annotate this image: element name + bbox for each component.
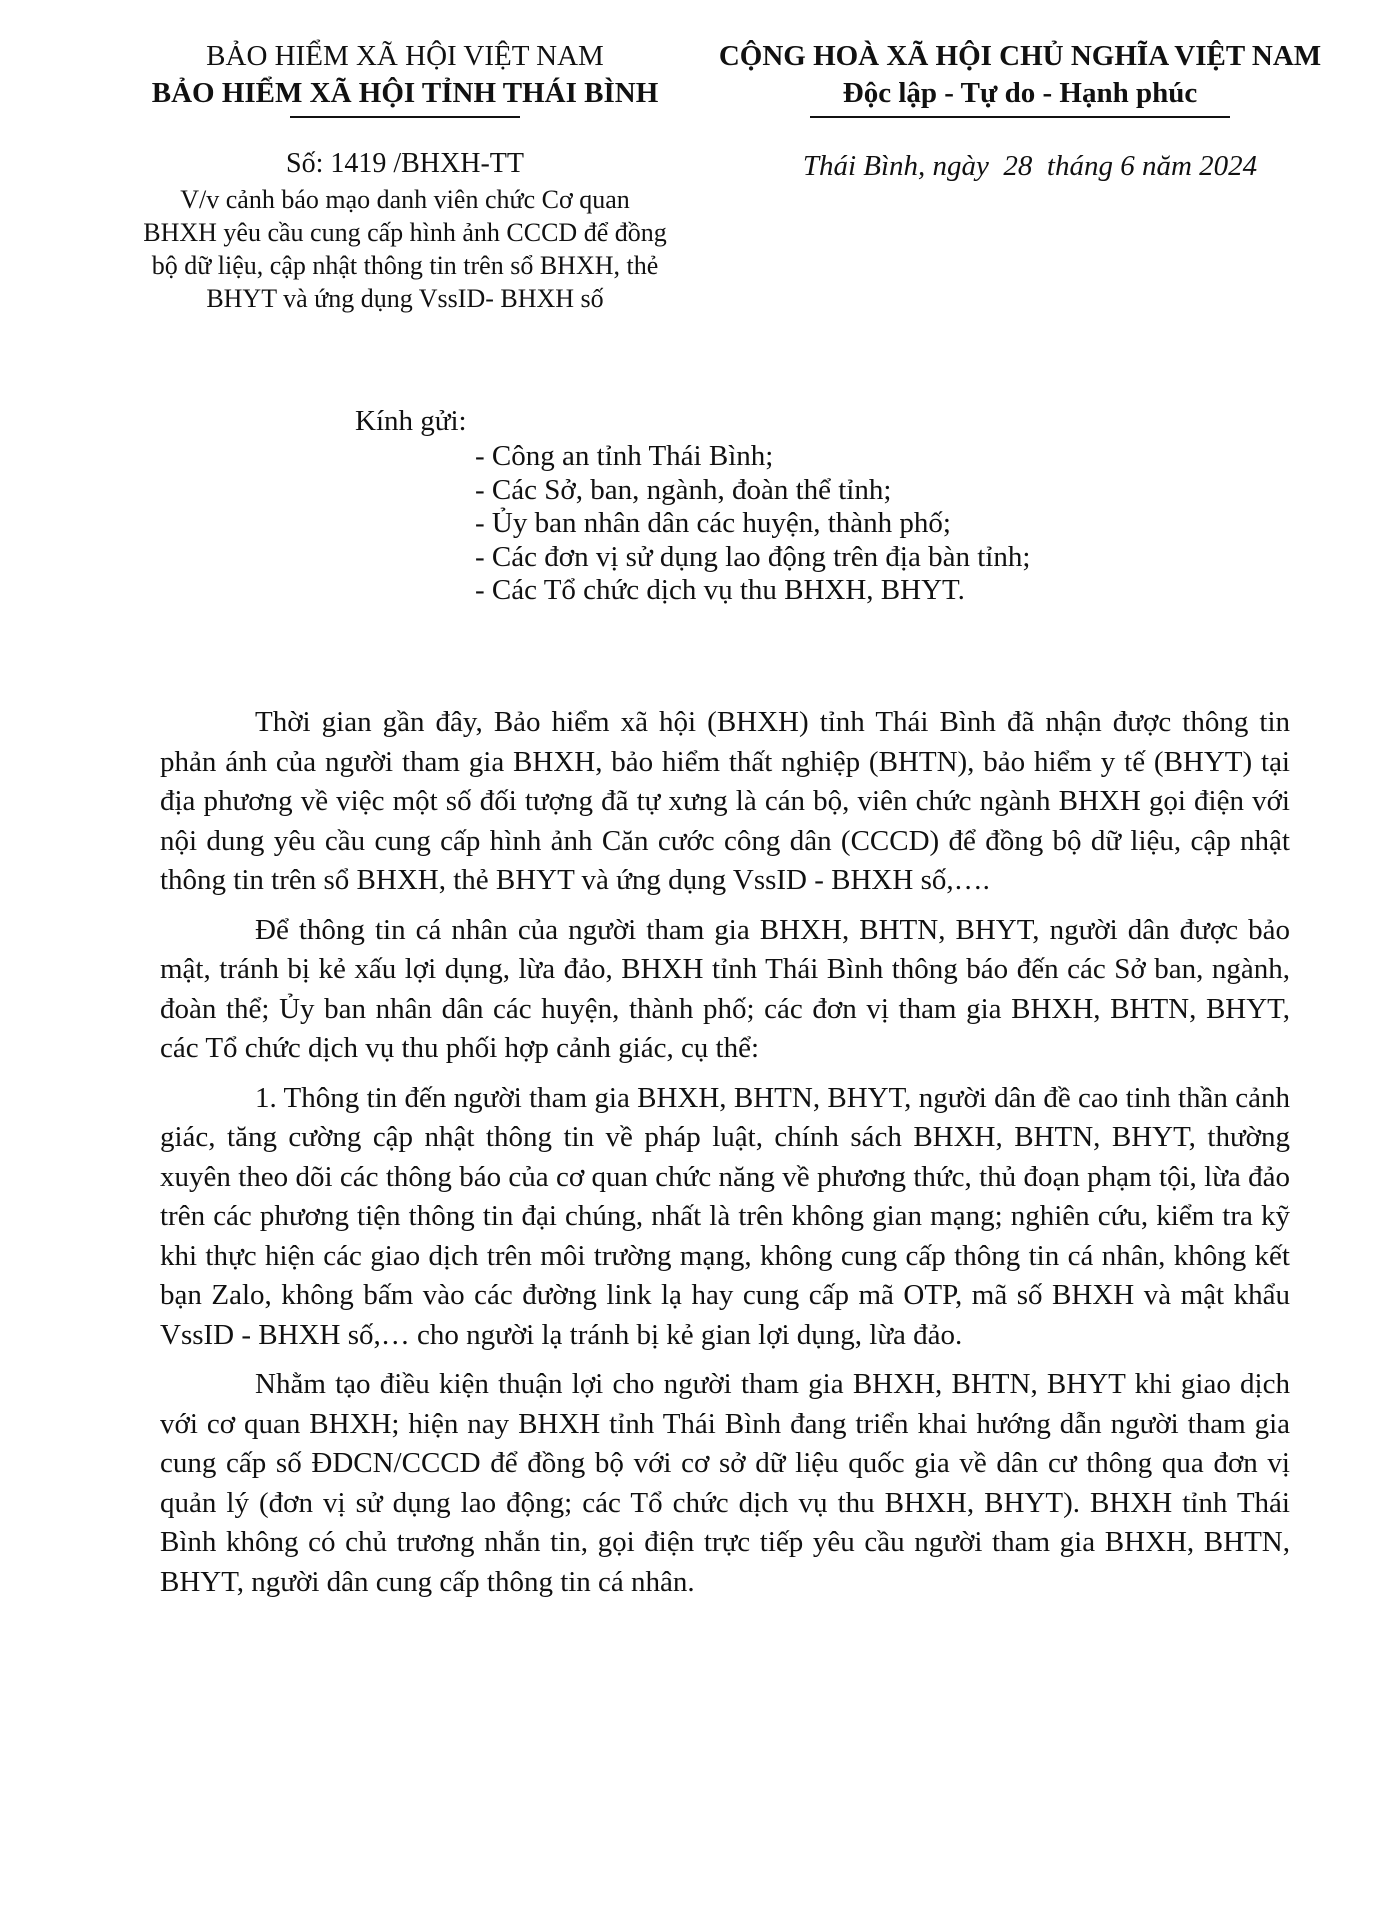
body-paragraph: Thời gian gần đây, Bảo hiểm xã hội (BHXH) tỉnh Thái Bình đã nhận được thông tin phản ánh của người tham gia BHXH, bảo hiểm thất nghiệp (BHTN), bảo hiểm y tế (BHYT) tại địa phương về việc một số đối tượng đã tự xưng là cán bộ, viên chức ngành BHXH gọi điện với nội dung yêu cầu cung cấp hình ảnh Căn cước công dân (CCCD) để đồng bộ dữ liệu, cập nhật thông tin trên sổ BHXH, thẻ BHYT và ứng dụng VssID - BHXH số,…. bbox=[160, 706, 1290, 896]
body-paragraph: 1. Thông tin đến người tham gia BHXH, BHTN, BHYT, người dân đề cao tinh thần cảnh giác, tăng cường cập nhật thông tin về pháp luật, chính sách BHXH, BHTN, BHYT, thường xuyên theo dõi các thông báo của cơ quan chức năng về phương thức, thủ đoạn phạm tội, lừa đảo trên các phương tiện thông tin đại chúng, nhất là trên không gian mạng; nghiên cứu, kiểm tra kỹ khi thực hiện các giao dịch trên môi trường mạng, không cung cấp thông tin cá nhân, không kết bạn Zalo, không bấm vào các đường link lạ hay cung cấp mã OTP, mã số BHXH và mật khẩu VssID - BHXH số,… cho người lạ tránh bị kẻ gian lợi dụng, lừa đảo. bbox=[160, 1081, 1290, 1351]
national-header bbox=[690, 38, 1350, 118]
motto-underline bbox=[810, 116, 1230, 118]
recipient-item: - Các Sở, ban, ngành, đoàn thể tỉnh; bbox=[475, 473, 892, 506]
national-motto: Độc lập - Tự do - Hạnh phúc bbox=[842, 77, 1198, 109]
document-number: Số: 1419 /BHXH-TT bbox=[286, 148, 524, 179]
recipient-item: - Ủy ban nhân dân các huyện, thành phố; bbox=[475, 507, 951, 539]
recipient-item: - Công an tỉnh Thái Bình; bbox=[475, 440, 774, 472]
issuing-agency-header bbox=[60, 38, 750, 118]
country-name: CỘNG HOÀ XÃ HỘI CHỦ NGHĨA VIỆT NAM bbox=[718, 40, 1322, 72]
recipient-item: - Các đơn vị sử dụng lao động trên địa bàn tỉnh; bbox=[475, 540, 1031, 573]
body-paragraph: Nhằm tạo điều kiện thuận lợi cho người tham gia BHXH, BHTN, BHYT khi giao dịch với cơ quan BHXH; hiện nay BHXH tỉnh Thái Bình đang triển khai hướng dẫn người tham gia cung cấp số ĐDCN/CCCD để đồng bộ với cơ sở dữ liệu quốc gia về dân cư thông qua đơn vị quản lý (đơn vị sử dụng lao động; các Tổ chức dịch vụ thu BHXH, BHYT). BHXH tỉnh Thái Bình không có chủ trương nhắn tin, gọi điện trực tiếp yêu cầu người tham gia BHXH, BHTN, BHYT, người dân cung cấp thông tin cá nhân. bbox=[160, 1368, 1290, 1598]
recipients-list bbox=[475, 440, 1030, 608]
subject-line: V/v cảnh báo mạo danh viên chức Cơ quan bbox=[180, 185, 630, 214]
document-subject bbox=[90, 183, 720, 315]
subject-line: bộ dữ liệu, cập nhật thông tin trên sổ BHXH, thẻ bbox=[151, 251, 659, 280]
agency-name: BẢO HIỂM XÃ HỘI TỈNH THÁI BÌNH bbox=[151, 77, 659, 109]
body-paragraph: Để thông tin cá nhân của người tham gia BHXH, BHTN, BHYT, người dân được bảo mật, tránh bị kẻ xấu lợi dụng, lừa đảo, BHXH tỉnh Thái Bình thông báo đến các Sở ban, ngành, đoàn thể; Ủy ban nhân dân các huyện, thành phố; các đơn vị tham gia BHXH, BHTN, BHYT, các Tổ chức dịch vụ thu phối hợp cảnh giác, cụ thể: bbox=[160, 913, 1290, 1064]
place-and-date: Thái Bình, ngày 28 tháng 6 năm 2024 bbox=[802, 150, 1258, 182]
recipients-label: Kính gửi: bbox=[355, 405, 467, 437]
parent-agency-name: BẢO HIỂM XÃ HỘI VIỆT NAM bbox=[206, 40, 604, 72]
agency-underline bbox=[290, 116, 520, 118]
subject-line: BHYT và ứng dụng VssID- BHXH số bbox=[206, 284, 604, 313]
document-body bbox=[160, 703, 1290, 1612]
subject-line: BHXH yêu cầu cung cấp hình ảnh CCCD để đồng bbox=[143, 218, 667, 247]
recipient-item: - Các Tổ chức dịch vụ thu BHXH, BHYT. bbox=[475, 574, 965, 606]
